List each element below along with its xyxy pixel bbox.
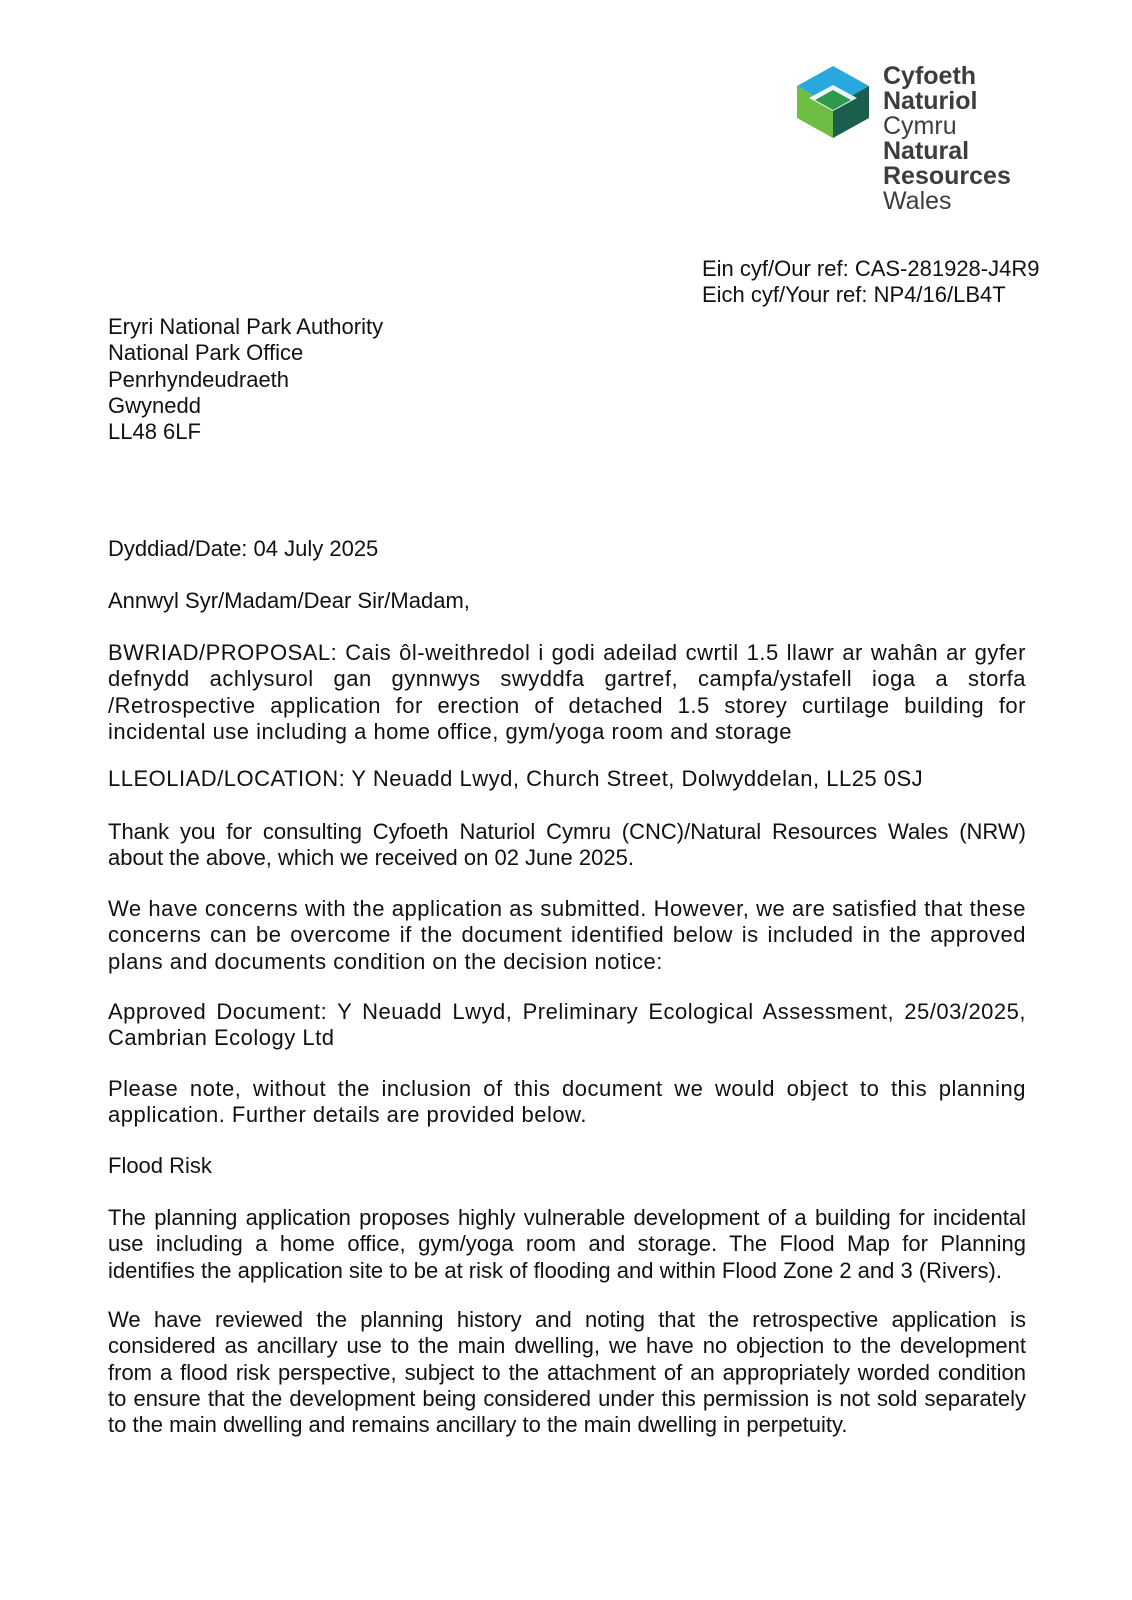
address-line: Penrhyndeudraeth [108, 366, 290, 392]
address-line: National Park Office [108, 340, 304, 366]
logo-line-cyfoeth: Cyfoeth [883, 62, 977, 90]
approved-document-paragraph: Approved Document: Y Neuadd Lwyd, Preliminary Ecological Assessment, 25/03/2025, Cambrian Ecology Ltd [108, 999, 1026, 1051]
flood-risk-paragraph-1: The planning application proposes highly vulnerable development of a building for incidental use including a home office, gym/yoga room and storage. The Flood Map for Planning identifies the application site to be at risk of flooding and within Flood Zone 2 and 3 (Rivers). [108, 1205, 1026, 1283]
nrw-logo [795, 64, 1035, 224]
reference-block [702, 256, 1039, 308]
thanks-paragraph: Thank you for consulting Cyfoeth Naturiol Cymru (CNC)/Natural Resources Wales (NRW) about the above, which we received on 02 June 2025. [108, 819, 1026, 871]
address-line: Eryri National Park Authority [108, 314, 384, 339]
flood-risk-heading: Flood Risk [108, 1153, 212, 1178]
logo-line-wales: Wales [883, 187, 952, 215]
nrw-logo-mark-icon [795, 64, 871, 140]
note-paragraph: Please note, without the inclusion of this document we would object to this planning application. Further details are provided below. [108, 1076, 1026, 1128]
address-line: LL48 6LF [108, 419, 201, 445]
recipient-address [108, 314, 383, 445]
logo-line-naturiol: Naturiol [883, 87, 978, 115]
logo-line-cymru: Cymru [883, 112, 957, 140]
location-paragraph: LLEOLIAD/LOCATION: Y Neuadd Lwyd, Church Street, Dolwyddelan, LL25 0SJ [108, 766, 924, 791]
our-ref: Ein cyf/Our ref: CAS-281928-J4R9 [702, 256, 1040, 281]
proposal-paragraph: BWRIAD/PROPOSAL: Cais ôl-weithredol i godi adeilad cwrtil 1.5 llawr ar wahân ar gyfer defnydd achlysurol gan gynnwys swyddfa gartref, campfa/ystafell ioga a storfa /Retrospective application for erection of detached 1.5 storey curtilage building for incidental use including a home office, gym/yoga room and storage [108, 640, 1026, 744]
letter-date: Dyddiad/Date: 04 July 2025 [108, 536, 379, 561]
concerns-paragraph: We have concerns with the application as submitted. However, we are satisfied that these concerns can be overcome if the document identified below is included in the approved plans and documents condition on the decision notice: [108, 896, 1026, 974]
nrw-logo-wordmark [883, 64, 1011, 214]
logo-line-resources: Resources [883, 162, 1011, 190]
your-ref: Eich cyf/Your ref: NP4/16/LB4T [702, 282, 1006, 307]
address-line: Gwynedd [108, 392, 201, 418]
flood-risk-paragraph-2: We have reviewed the planning history and noting that the retrospective application is considered as ancillary use to the main dwelling, we have no objection to the development from a flood risk perspective, subject to the attachment of an appropriately worded condition to ensure that the development being considered under this permission is not sold separately to the main dwelling and remains ancillary to the main dwelling in perpetuity. [108, 1307, 1026, 1438]
logo-line-natural: Natural [883, 137, 970, 165]
salutation: Annwyl Syr/Madam/Dear Sir/Madam, [108, 588, 470, 613]
